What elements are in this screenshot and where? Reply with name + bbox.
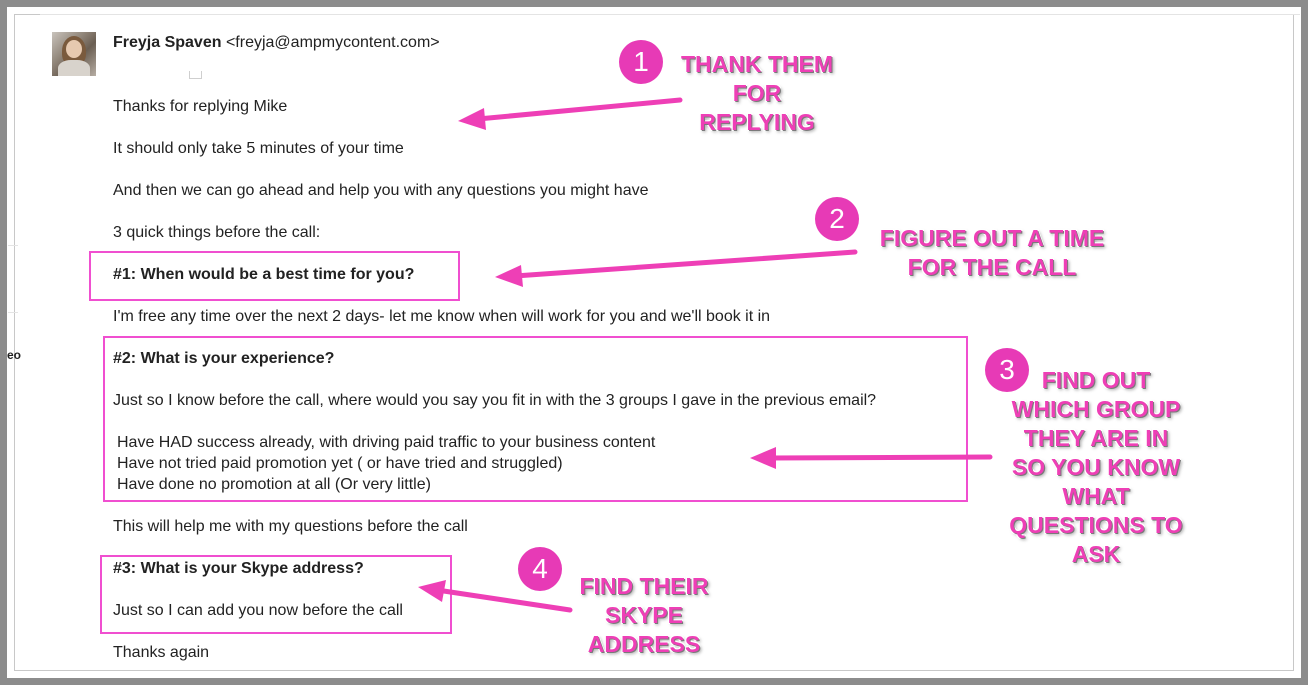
sender-line bbox=[113, 34, 440, 52]
question-3-heading: #3: What is your Skype address? bbox=[113, 560, 364, 577]
sender-name[interactable]: Freyja Spaven bbox=[113, 34, 222, 51]
annotation-badge-4: 4 bbox=[518, 547, 562, 591]
highlight-box-question-2 bbox=[103, 336, 968, 502]
annotation-badge-1: 1 bbox=[619, 40, 663, 84]
annotation-note-4: FIND THEIR SKYPE ADDRESS bbox=[579, 573, 709, 657]
annotation-note-3: FIND OUT WHICH GROUP THEY ARE IN SO YOU KNOW WHAT QUESTIONS TO ASK bbox=[1009, 367, 1183, 567]
sidebar-divider bbox=[8, 312, 18, 313]
show-trimmed-content-icon[interactable] bbox=[189, 71, 202, 79]
annotation-badge-2: 2 bbox=[815, 197, 859, 241]
email-line: It should only take 5 minutes of your time bbox=[113, 140, 404, 157]
question-1-text: I'm free any time over the next 2 days- let me know when will work for you and we'll book it in bbox=[113, 308, 771, 325]
email-greeting: Thanks for replying Mike bbox=[113, 98, 288, 115]
group-option: Have done no promotion at all (Or very little) bbox=[117, 476, 431, 493]
question-1-heading: #1: When would be a best time for you? bbox=[113, 266, 415, 283]
annotation-badge-3: 3 bbox=[985, 348, 1029, 392]
header-divider bbox=[40, 14, 1300, 15]
question-2-heading: #2: What is your experience? bbox=[113, 350, 335, 367]
sender-avatar[interactable] bbox=[52, 32, 96, 76]
sender-email: <freyja@ampmycontent.com> bbox=[225, 34, 440, 51]
group-option: Have HAD success already, with driving paid traffic to your business content bbox=[117, 434, 656, 451]
highlight-box-question-3 bbox=[100, 555, 452, 634]
question-2-text: Just so I know before the call, where would you say you fit in with the 3 groups I gave in the previous email? bbox=[113, 392, 877, 409]
email-line: 3 quick things before the call: bbox=[113, 224, 321, 241]
question-3-text: Just so I can add you now before the call bbox=[113, 602, 403, 619]
email-line: This will help me with my questions before the call bbox=[113, 518, 468, 535]
annotation-note-1: THANK THEM FOR REPLYING bbox=[680, 51, 834, 135]
email-closing: Thanks again bbox=[113, 644, 210, 661]
group-option: Have not tried paid promotion yet ( or have tried and struggled) bbox=[117, 455, 563, 472]
highlight-box-question-1 bbox=[89, 251, 460, 301]
sidebar-text-fragment: eo bbox=[7, 348, 22, 362]
sidebar-divider bbox=[8, 245, 18, 246]
annotation-note-2: FIGURE OUT A TIME FOR THE CALL bbox=[879, 225, 1105, 280]
email-line: And then we can go ahead and help you with any questions you might have bbox=[113, 182, 649, 199]
